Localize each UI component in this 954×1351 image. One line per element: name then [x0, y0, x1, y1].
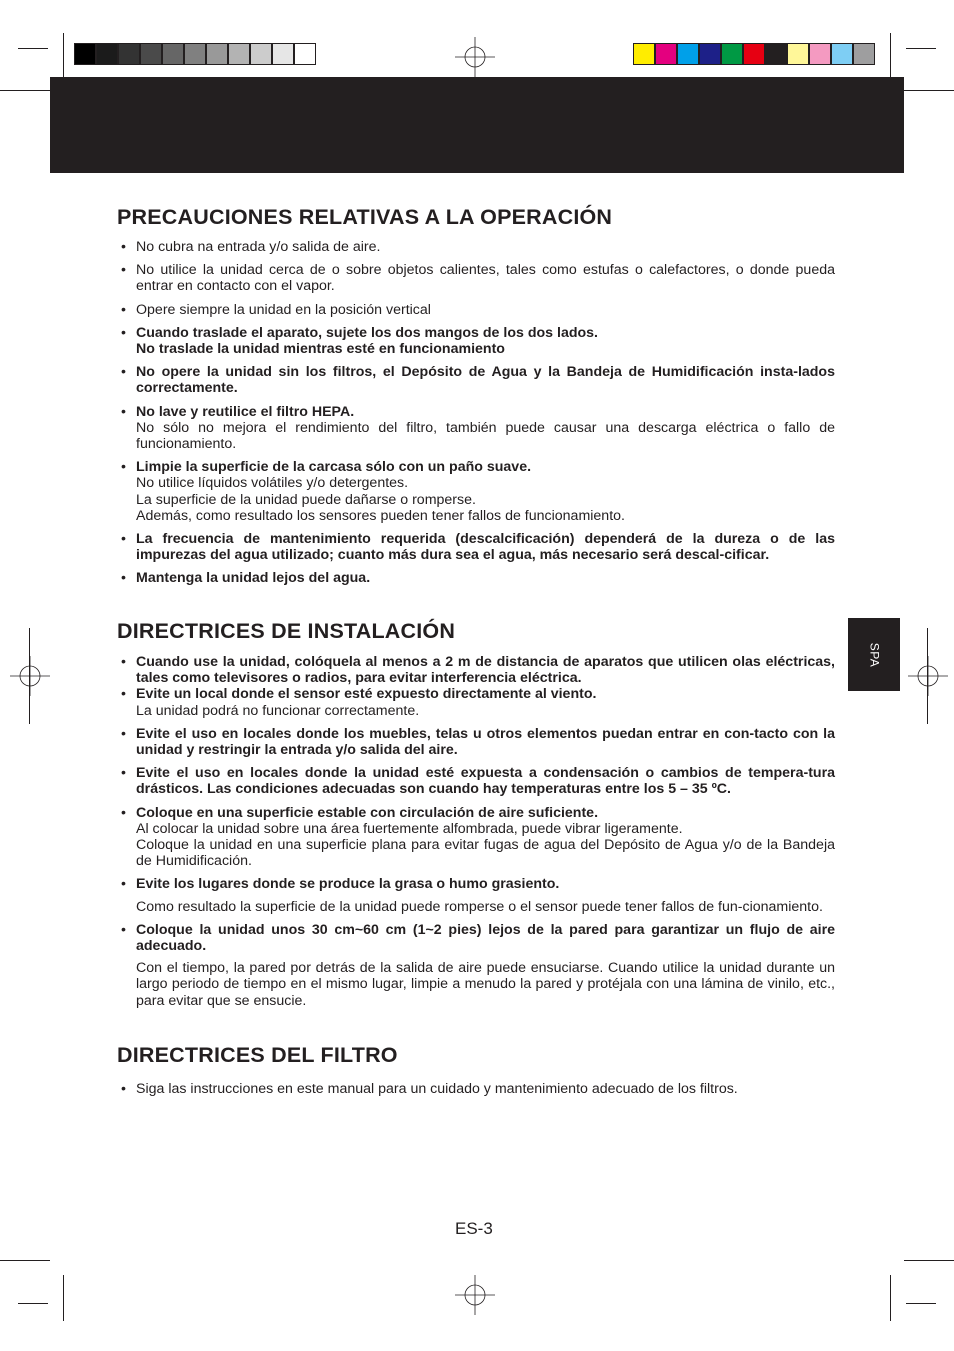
- crop-mark: [18, 1303, 48, 1304]
- body-text: No utilice líquidos volátiles y/o detergentes.: [136, 475, 409, 492]
- color-swatch: [853, 43, 875, 65]
- color-swatch: [765, 43, 787, 65]
- bold-text: • Evite los lugares donde se produce la grasa o humo grasiento.: [136, 876, 560, 893]
- body-text: Coloque la unidad en una superficie plana para evitar fugas de agua del Depósito de Agua y/o de la Bandeja de Humidificación.: [136, 837, 835, 870]
- color-swatch: [118, 43, 140, 65]
- color-swatch: [140, 43, 162, 65]
- body-text: Además, como resultado los sensores pueden tener fallos de funcionamiento.: [136, 507, 625, 524]
- filter-list: [117, 1081, 835, 1097]
- bold-text: • Mantenga la unidad lejos del agua.: [136, 570, 371, 587]
- bold-text: • La frecuencia de mantenimiento requerida (descalcificación) dependerá de la dureza o de las impurezas del agua utilizado; cuanto más dura sea el agua, más necesario será descal-cificar.: [136, 531, 835, 564]
- color-swatch: [721, 43, 743, 65]
- crop-mark: [63, 33, 64, 77]
- body-text: La unidad podrá no funcionar correctamente.: [136, 702, 420, 719]
- crop-mark: [0, 1260, 50, 1261]
- registration-mark-icon: [455, 1275, 495, 1315]
- section-title: DIRECTRICES DE INSTALACIÓN: [117, 619, 456, 643]
- crop-mark: [63, 1275, 64, 1321]
- installation-list: [117, 654, 835, 1009]
- body-text: • No utilice la unidad cerca de o sobre objetos calientes, tales como estufas o calefactores, o donde pueda entrar en contacto con el vapor.: [136, 262, 835, 295]
- crop-mark: [904, 90, 954, 91]
- list-item: [117, 805, 835, 870]
- body-text: Con el tiempo, la pared por detrás de la salida de aire puede ensuciarse. Cuando utilice la unidad durante un largo periodo de tiempo en el mismo lugar, limpie a menudo la pared y protéjala con una lámina de vinilo, etc., para evitar que se ensucie.: [136, 960, 835, 1009]
- color-calibration-bar: [633, 43, 875, 65]
- registration-mark-icon: [908, 656, 948, 696]
- crop-mark: [18, 48, 48, 49]
- list-item: [117, 364, 835, 396]
- section-filter-guidelines: [117, 1043, 835, 1104]
- bold-text: No traslade la unidad mientras esté en funcionamiento: [136, 341, 505, 358]
- list-item: [117, 876, 835, 914]
- bold-text: • Cuando traslade el aparato, sujete los dos mangos de los dos lados.: [136, 324, 598, 341]
- precautions-list: [117, 239, 835, 587]
- list-item: [117, 765, 835, 797]
- list-item: [117, 686, 835, 718]
- bold-text: • Coloque la unidad unos 30 cm~60 cm (1~2 pies) lejos de la pared para garantizar un flujo de aire adecuado.: [136, 921, 835, 955]
- list-item: [117, 459, 835, 524]
- bold-text: • No opere la unidad sin los filtros, el Depósito de Agua y la Bandeja de Humidificación insta-lados correctamente.: [136, 364, 835, 397]
- bold-text: • No lave y reutilice el filtro HEPA.: [136, 403, 355, 420]
- section-installation-guidelines: [117, 619, 835, 1016]
- list-item: [117, 239, 835, 255]
- list-item: [117, 325, 835, 357]
- list-item: [117, 531, 835, 563]
- color-swatch: [272, 43, 294, 65]
- crop-mark: [29, 628, 30, 724]
- body-text: Al colocar la unidad sobre una área fuertemente alfombrada, puede vibrar ligeramente.: [136, 820, 683, 837]
- color-swatch: [787, 43, 809, 65]
- color-swatch: [162, 43, 184, 65]
- list-item: [117, 922, 835, 1009]
- body-text: • Siga las instrucciones en este manual para un cuidado y mantenimiento adecuado de los filtros.: [136, 1081, 738, 1097]
- language-tab: [848, 618, 900, 691]
- bold-text: • Limpie la superficie de la carcasa sólo con un paño suave.: [136, 459, 532, 476]
- crop-mark: [906, 48, 936, 49]
- color-swatch: [831, 43, 853, 65]
- language-tab-label: SPA: [867, 642, 881, 667]
- body-text: Como resultado la superficie de la unidad puede romperse o el sensor puede tener fallos de fun-cionamiento.: [136, 898, 823, 915]
- color-swatch: [699, 43, 721, 65]
- crop-mark: [0, 90, 50, 91]
- list-item: [117, 404, 835, 453]
- bold-text: • Coloque en una superficie estable con circulación de aire suficiente.: [136, 804, 599, 821]
- header-band: [50, 77, 904, 173]
- crop-mark: [906, 1303, 936, 1304]
- body-text: No sólo no mejora el rendimiento del filtro, también puede causar una descarga eléctrica o fallo de funcionamiento.: [136, 419, 835, 453]
- color-swatch: [250, 43, 272, 65]
- gray-calibration-bar: [74, 43, 316, 65]
- list-item: [117, 570, 835, 586]
- registration-mark-icon: [455, 37, 495, 77]
- color-swatch: [206, 43, 228, 65]
- color-swatch: [633, 43, 655, 65]
- crop-mark: [890, 33, 891, 77]
- list-item: [117, 1081, 835, 1097]
- color-swatch: [743, 43, 765, 65]
- bold-text: • Evite un local donde el sensor esté expuesto directamente al viento.: [136, 686, 597, 703]
- crop-mark: [904, 1260, 954, 1261]
- color-swatch: [228, 43, 250, 65]
- section-title: PRECAUCIONES RELATIVAS A LA OPERACIÓN: [117, 205, 613, 229]
- color-swatch: [677, 43, 699, 65]
- bold-text: • Cuando use la unidad, colóquela al menos a 2 m de distancia de aparatos que utilicen olas eléctricas, tales como televisores o radios, para evitar interferencia eléctrica.: [136, 654, 835, 687]
- crop-mark: [927, 628, 928, 724]
- section-operation-precautions: [117, 205, 835, 594]
- color-swatch: [655, 43, 677, 65]
- list-item: [117, 726, 835, 758]
- section-title: DIRECTRICES DEL FILTRO: [117, 1043, 398, 1067]
- crop-mark: [890, 1275, 891, 1321]
- body-text: • No cubra na entrada y/o salida de aire.: [136, 239, 381, 255]
- color-swatch: [96, 43, 118, 65]
- body-text: • Opere siempre la unidad en la posición vertical: [136, 301, 431, 318]
- list-item: [117, 654, 835, 686]
- registration-mark-icon: [10, 656, 50, 696]
- page-number: ES-3: [455, 1219, 493, 1238]
- list-item: [117, 262, 835, 294]
- color-swatch: [74, 43, 96, 65]
- color-swatch: [294, 43, 316, 65]
- bold-text: • Evite el uso en locales donde la unidad esté expuesta a condensación o cambios de tempera-tura drásticos. Las condiciones adecuadas son cuando hay temperaturas entre los 5 – 35 ºC.: [136, 765, 835, 798]
- list-item: [117, 302, 835, 318]
- color-swatch: [184, 43, 206, 65]
- body-text: La superficie de la unidad puede dañarse o romperse.: [136, 491, 476, 508]
- bold-text: • Evite el uso en locales donde los muebles, telas u otros elementos puedan entrar en con-tacto con la unidad y restringir la entrada y/o salida del aire.: [136, 725, 835, 759]
- color-swatch: [809, 43, 831, 65]
